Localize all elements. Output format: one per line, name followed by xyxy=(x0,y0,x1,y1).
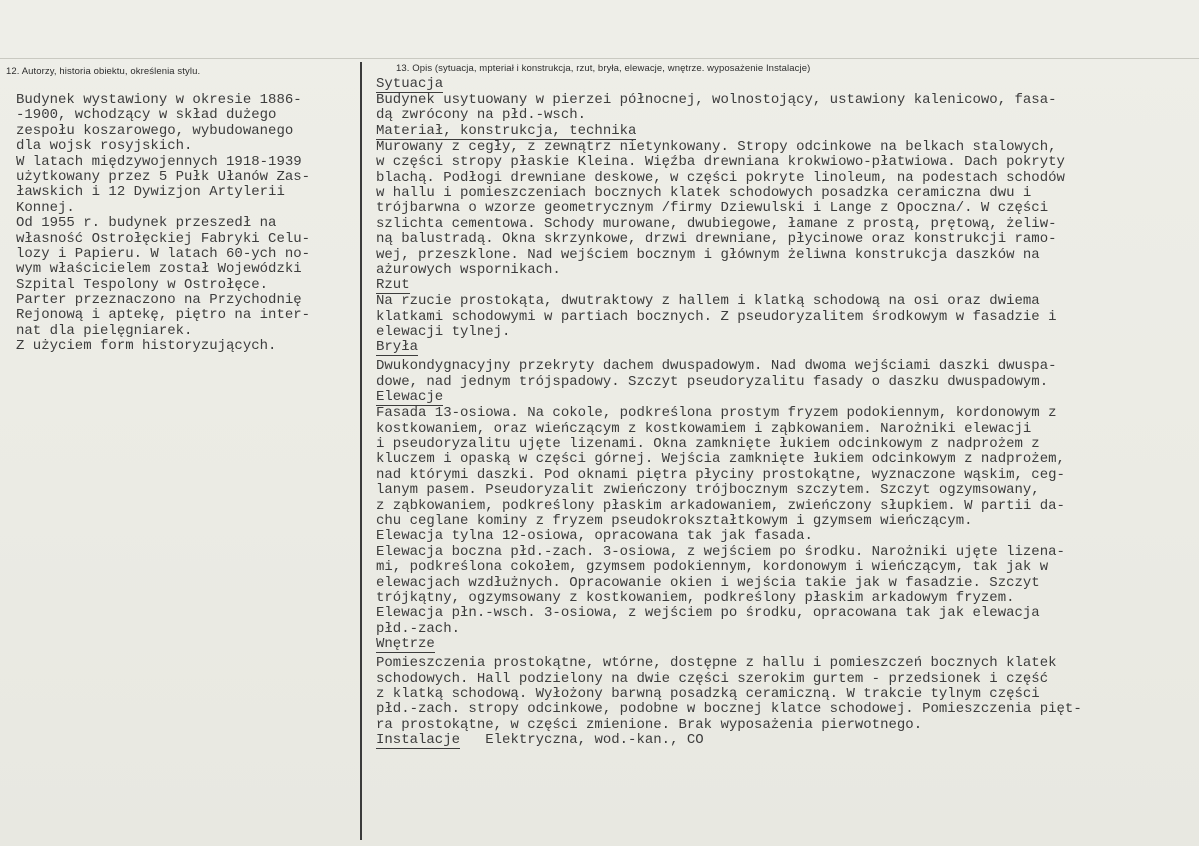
description-text-line: ną balustradą. Okna skrzynkowe, drzwi drewniane, płycinowe oraz konstrukcji ramo- xyxy=(376,231,1057,248)
description-text-line: dowe, nad jednym trójspadowy. Szczyt pseudoryzalitu fasady o daszku dwuspadowym. xyxy=(376,373,1049,390)
description-text-line: Elewacja boczna płd.-zach. 3-osiowa, z wejściem po środku. Narożniki ujęte lizena- xyxy=(376,543,1065,560)
history-text-line: Szpital Tespolony w Ostrołęce. xyxy=(16,276,269,293)
description-text-line: w hallu i pomieszczeniach bocznych klatek schodowych posadzka ceramiczna dwu i xyxy=(376,184,1032,201)
section-heading-text: Wnętrze xyxy=(376,636,435,653)
installations-heading: Instalacje xyxy=(376,732,461,749)
section-heading xyxy=(376,390,1191,406)
description-text-line: w części stropy płaskie Kleina. Więźba drewniana krokwiowo-płatwiowa. Dach pokryty xyxy=(376,154,1065,171)
form-top-rule xyxy=(0,58,1199,59)
description-text-line: nad którymi daszki. Pod oknami piętra płyciny prostokątne, wyznaczone wąskim, ceg- xyxy=(376,466,1065,483)
history-text-line: Budynek wystawiony w okresie 1886- xyxy=(16,92,302,108)
description-text-line: kluczem i opaską w części górnej. Wejścia zamknięte łukiem odcinkowym z nadprożem, xyxy=(376,451,1065,468)
description-text-line: elewacjach wzdłużnych. Opracowanie okien i wejścia takie jak w fasadzie. Szczyt xyxy=(376,574,1040,591)
history-text-line: -1900, wchodzący w skład dużego xyxy=(16,107,277,124)
description-text-line: Budynek usytuowany w pierzei północnej, wolnostojący, ustawiony kalenicowo, fasa- xyxy=(376,92,1057,108)
description-text-line: trójbarwna o wzorze geometrycznym /firmy Dziewulski i Lange z Opoczna/. W części xyxy=(376,200,1049,217)
section-heading xyxy=(376,278,1191,294)
section-heading-text: Bryła xyxy=(376,339,419,356)
section-heading xyxy=(376,124,1191,140)
history-text-line: użytkowany przez 5 Pułk Ułanów Zas- xyxy=(16,168,311,185)
description-text-line: i pseudoryzalitu ujęte lizenami. Okna zamknięte łukiem odcinkowym z nadprożem z xyxy=(376,436,1040,453)
description-text-line: z klatką schodową. Wyłożony barwną posadzką ceramiczną. W trakcie tylnym części xyxy=(376,685,1040,702)
installations-row xyxy=(376,733,1191,749)
description-text-line: lanym pasem. Pseudoryzalit zwieńczony trójbocznym szczytem. Szczyt ogzymsowany, xyxy=(376,482,1040,499)
section-heading xyxy=(376,340,1191,356)
history-text-line: Konnej. xyxy=(16,199,75,216)
description-text-line: szlichta cementowa. Schody murowane, dwubiegowe, łamane z prostą, prętową, żeliw- xyxy=(376,215,1057,232)
history-text-line: zespołu koszarowego, wybudowanego xyxy=(16,122,294,139)
description-text-line: mi, podkreślona cokołem, gzymsem podokiennym, kordonowym i wieńczącym, tak jak w xyxy=(376,559,1049,576)
history-text-line: Z użyciem form historyzujących. xyxy=(16,338,277,355)
section-heading xyxy=(376,637,1191,653)
description-text-line: Na rzucie prostokąta, dwutraktowy z hallem i klatką schodową na osi oraz dwiema xyxy=(376,293,1040,310)
description-text-line: Pomieszczenia prostokątne, wtórne, dostępne z hallu i pomieszczeń bocznych klatek xyxy=(376,655,1057,672)
history-text-line: dla wojsk rosyjskich. xyxy=(16,138,193,155)
section-heading-text: Sytuacja xyxy=(376,76,444,92)
history-text-line: lozy i Papieru. W latach 60-ych no- xyxy=(16,245,311,262)
description-text-line: chu ceglane kominy z fryzem pseudokrokształtkowym i gzymsem wieńczącym. xyxy=(376,512,973,529)
description-text-line: Dwukondygnacyjny przekryty dachem dwuspadowym. Nad dwoma wejściami daszki dwuspa- xyxy=(376,358,1057,375)
left-field-header: 12. Autorzy, historia obiektu, określenia stylu. xyxy=(6,66,201,77)
description-text-line: Elewacja tylna 12-osiowa, opracowana tak jak fasada. xyxy=(376,528,813,545)
description-text-line: klatkami schodowymi w partiach bocznych. Z pseudoryzalitem środkowym w fasadzie i xyxy=(376,308,1057,325)
description-text-line: Elewacja płn.-wsch. 3-osiowa, z wejściem po środku, opracowana tak jak elewacja xyxy=(376,605,1040,622)
description-text-line: Murowany z cegły, z zewnątrz nietynkowany. Stropy odcinkowe na belkach stalowych, xyxy=(376,138,1057,155)
description-text-line: ra prostokątne, w części zmienione. Brak wyposażenia pierwotnego. xyxy=(376,716,923,733)
column-divider xyxy=(360,62,362,840)
description-text-line: blachą. Podłogi drewniane deskowe, w części pokryte linoleum, na podestach schodów xyxy=(376,169,1065,186)
description-text-line: schodowych. Hall podzielony na dwie części szerokim gurtem - przedsionek i część xyxy=(376,670,1049,687)
description-text-line: elewacji tylnej. xyxy=(376,324,511,341)
history-text-line: Od 1955 r. budynek przeszedł na xyxy=(16,215,277,232)
description-text-line: wej, przeszklone. Nad wejściem bocznym i głównym żeliwna konstrukcja daszków na xyxy=(376,246,1040,263)
history-text-line: własność Ostrołęckiej Fabryki Celu- xyxy=(16,230,311,247)
section-heading-text: Elewacje xyxy=(376,389,444,406)
installations-value: Elektryczna, wod.-kan., CO xyxy=(485,732,704,749)
history-text-line: W latach międzywojennych 1918-1939 xyxy=(16,153,302,170)
description-column xyxy=(376,77,1191,749)
section-heading-text: Materiał, konstrukcja, technika xyxy=(376,122,637,139)
history-text-line: ławskich i 12 Dywizjon Artylerii xyxy=(16,184,285,201)
description-text-line: płd.-zach. stropy odcinkowe, podobne w bocznej klatce schodowej. Pomieszczenia pięt- xyxy=(376,701,1082,718)
section-heading-text: Rzut xyxy=(376,277,410,294)
history-text-line: wym właścicielem został Wojewódzki xyxy=(16,261,302,278)
description-text-line: z ząbkowaniem, podkreślony płaskim arkadowaniem, zwieńczony słupkiem. W partii da- xyxy=(376,497,1065,514)
section-heading xyxy=(376,77,1191,93)
description-text-line: dą zwrócony na płd.-wsch. xyxy=(376,107,587,124)
description-text-line: trójkątny, ogzymsowany z kostkowaniem, podkreślony płaskim arkadowym fryzem. xyxy=(376,589,1015,606)
description-text-line: Fasada 13-osiowa. Na cokole, podkreślona prostym fryzem podokiennym, kordonowym z xyxy=(376,405,1057,422)
description-text-line: ażurowych wspornikach. xyxy=(376,261,561,278)
history-column xyxy=(16,93,356,355)
description-text-line: kostkowaniem, oraz wieńczącym z kostkowamiem i ząbkowaniem. Narożniki elewacji xyxy=(376,420,1032,437)
history-text-line: Rejonową i aptekę, piętro na inter- xyxy=(16,307,311,324)
history-text-line: nat dla pielęgniarek. xyxy=(16,322,193,339)
description-text-line: płd.-zach. xyxy=(376,620,461,637)
history-text-line: Parter przeznaczono na Przychodnię xyxy=(16,292,302,309)
right-field-header: 13. Opis (sytuacja, mpteriał i konstrukcja, rzut, bryła, elewacje, wnętrze. wyposażenie Instalacje) xyxy=(396,63,811,74)
